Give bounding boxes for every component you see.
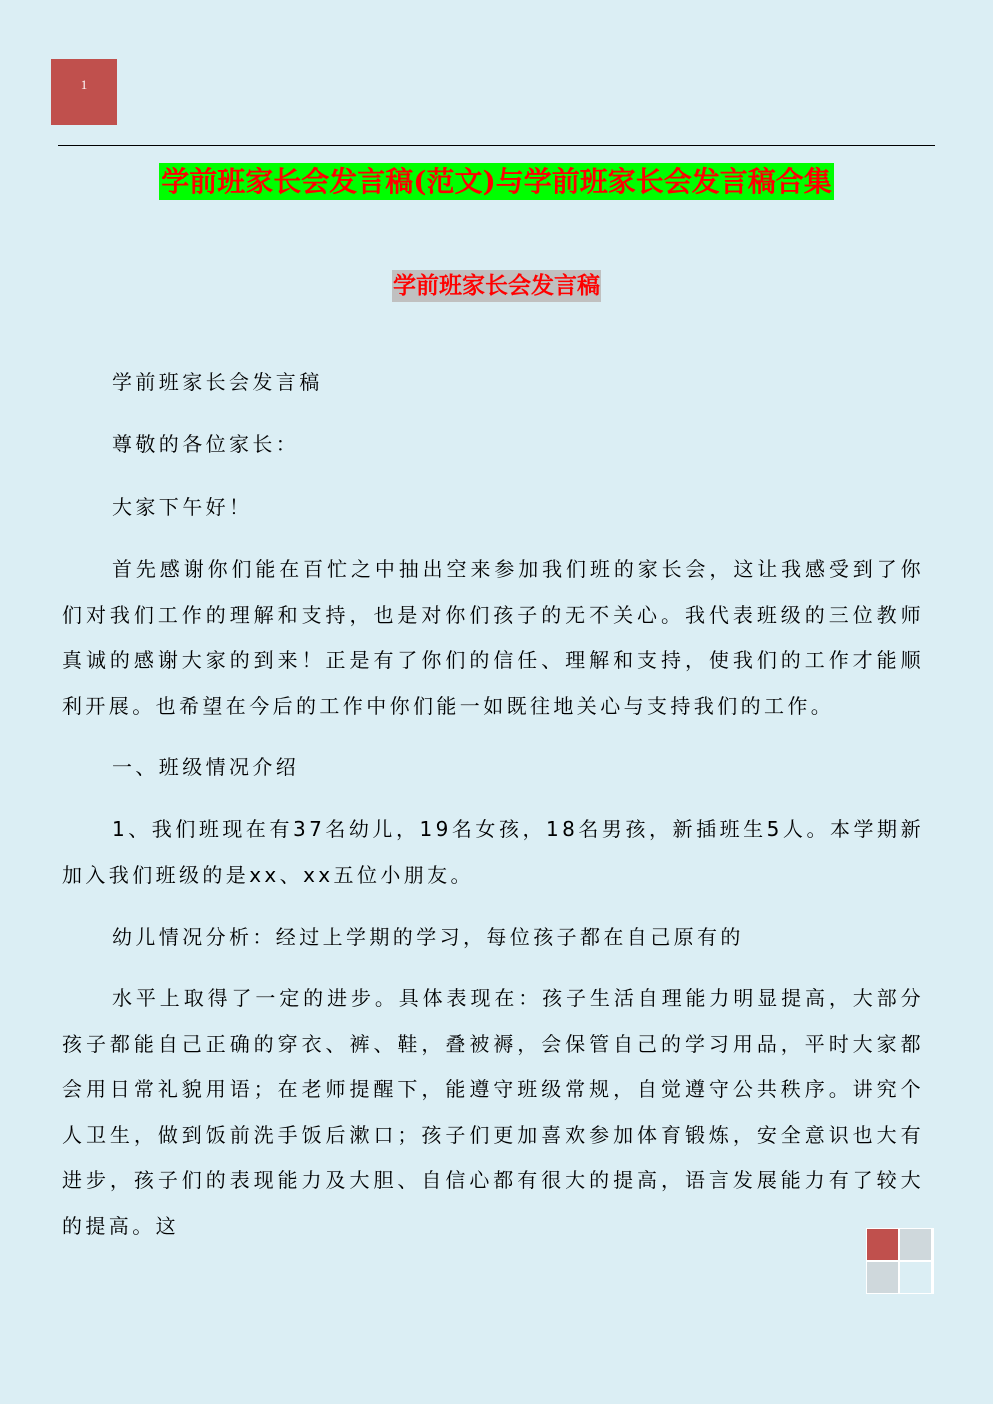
corner-square-red bbox=[867, 1229, 898, 1260]
main-title: 学前班家长会发言稿(范文)与学前班家长会发言稿合集 bbox=[161, 165, 832, 198]
page-number: 1 bbox=[80, 77, 88, 92]
sub-title: 学前班家长会发言稿 bbox=[392, 270, 601, 302]
paragraph-salutation: 尊敬的各位家长： bbox=[112, 432, 300, 456]
paragraph-child-analysis: 幼儿情况分析：经过上学期的学习，每位孩子都在自己原有的 bbox=[112, 925, 744, 949]
sub-title-container bbox=[0, 270, 993, 302]
paragraph-greeting: 大家下午好！ bbox=[112, 495, 253, 519]
corner-square-grey bbox=[900, 1229, 931, 1260]
corner-square-grey bbox=[867, 1262, 898, 1293]
corner-square-empty bbox=[900, 1262, 931, 1293]
paragraph-progress: 水平上取得了一定的进步。具体表现在：孩子生活自理能力明显提高，大部分孩子都能自己正确的穿衣、裤、鞋，叠被褥，会保管自己的学习用品，平时大家都会用日常礼貌用语；在老师提醒下，能遵守班级常规，自觉遵守公共秩序。讲究个人卫生，做到饭前洗手饭后漱口；孩子们更加喜欢参加体育锻炼，安全意识也大有进步，孩子们的表现能力及大胆、自信心都有很大的提高，语言发展能力有了较大的提高。这 bbox=[62, 986, 924, 1238]
paragraph-thanks: 首先感谢你们能在百忙之中抽出空来参加我们班的家长会，这让我感受到了你们对我们工作的理解和支持，也是对你们孩子的无不关心。我代表班级的三位教师真诚的感谢大家的到来！正是有了你们的信任、理解和支持，使我们的工作才能顺利开展。也希望在今后的工作中你们能一如既往地关心与支持我们的工作。 bbox=[62, 557, 924, 718]
corner-decoration bbox=[866, 1228, 934, 1294]
page-number-badge bbox=[51, 59, 117, 125]
paragraph-class-stats: 1、我们班现在有37名幼儿，19名女孩，18名男孩，新插班生5人。本学期新加入我们班级的是xx、xx五位小朋友。 bbox=[62, 817, 924, 887]
header-divider bbox=[58, 145, 935, 146]
section-heading-class-intro: 一、班级情况介绍 bbox=[112, 755, 300, 779]
main-title-container bbox=[0, 163, 993, 200]
paragraph-heading: 学前班家长会发言稿 bbox=[112, 370, 323, 394]
